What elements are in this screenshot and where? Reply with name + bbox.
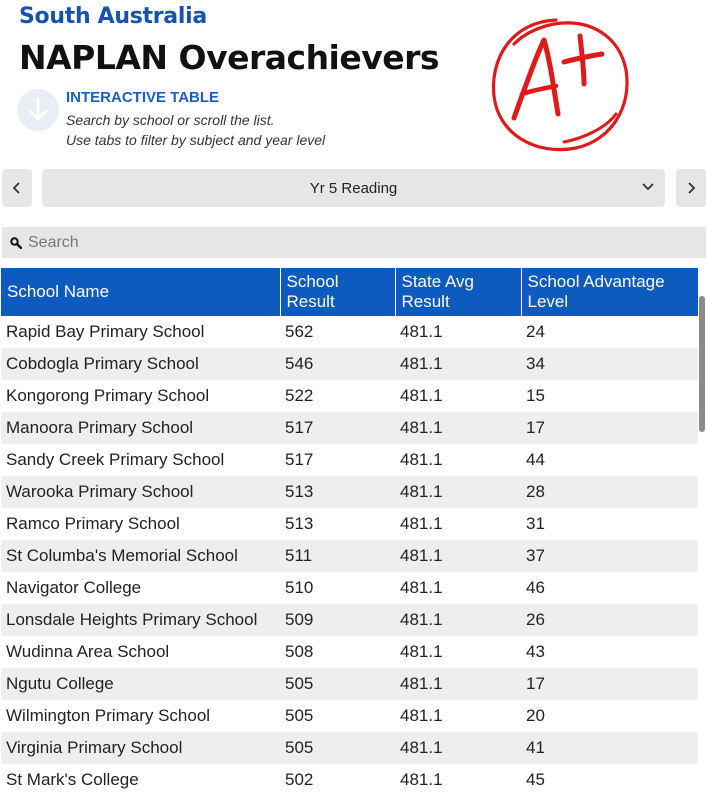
cell-state-avg: 481.1 [395, 348, 521, 380]
cell-advantage-level: 45 [526, 770, 545, 789]
cell-school-name: St Columba's Memorial School [1, 540, 280, 572]
cell-advantage-level: 15 [526, 386, 545, 405]
table-row[interactable] [1, 572, 698, 604]
cell-state-avg: 481.1 [395, 540, 521, 572]
cell-school-name: Wilmington Primary School [6, 706, 211, 725]
subject-year-select[interactable] [42, 169, 665, 207]
kicker-heading: South Australia [19, 4, 207, 29]
cell-school-result: 505 [280, 732, 395, 764]
cell-school-name: Ramco Primary School [6, 514, 180, 533]
cell-state-avg: 481.1 [395, 604, 521, 636]
info-icon [17, 89, 59, 131]
search-input[interactable] [28, 234, 668, 252]
results-table-container[interactable] [1, 268, 707, 790]
search-bar[interactable] [2, 227, 706, 258]
chevron-down-icon [641, 180, 655, 194]
column-header-advantage-level[interactable]: School Advantage Level [521, 268, 698, 316]
cell-school-result: 505 [285, 706, 314, 725]
cell-school-name: Virginia Primary School [1, 732, 280, 764]
cell-school-result: 508 [285, 642, 314, 661]
cell-state-avg: 481.1 [400, 770, 443, 789]
table-row[interactable] [1, 700, 698, 732]
cell-school-name: Ngutu College [1, 668, 280, 700]
table-row[interactable] [1, 604, 698, 636]
cell-school-name: Wudinna Area School [6, 642, 170, 661]
cell-school-result: 511 [280, 540, 395, 572]
cell-advantage-level: 46 [526, 578, 545, 597]
cell-state-avg: 481.1 [400, 450, 443, 469]
cell-advantage-level: 26 [521, 604, 698, 636]
cell-state-avg: 481.1 [400, 322, 443, 341]
cell-advantage-level: 37 [521, 540, 698, 572]
cell-school-result: 517 [285, 450, 314, 469]
chevron-left-icon [12, 181, 22, 195]
table-row[interactable] [1, 764, 698, 790]
scrollbar-thumb[interactable] [699, 296, 705, 432]
cell-state-avg: 481.1 [395, 476, 521, 508]
cell-school-result: 562 [285, 322, 314, 341]
cell-school-name: Rapid Bay Primary School [6, 322, 205, 341]
help-instruction-tabs: Use tabs to filter by subject and year level [66, 132, 326, 148]
cell-school-name: Cobdogla Primary School [1, 348, 280, 380]
cell-state-avg: 481.1 [400, 706, 443, 725]
cell-state-avg: 481.1 [400, 514, 443, 533]
cell-advantage-level: 28 [521, 476, 698, 508]
next-filter-button[interactable] [676, 169, 706, 207]
cell-advantage-level: 31 [526, 514, 545, 533]
cell-state-avg: 481.1 [400, 642, 443, 661]
cell-school-result: 505 [280, 668, 395, 700]
cell-school-result: 517 [280, 412, 395, 444]
table-row[interactable] [1, 444, 698, 476]
help-instruction-search: Search by school or scroll the list. [66, 112, 275, 128]
cell-school-name: St Mark's College [6, 770, 139, 789]
cell-school-name: Kongorong Primary School [6, 386, 210, 405]
cell-state-avg: 481.1 [395, 668, 521, 700]
cell-advantage-level: 17 [521, 668, 698, 700]
table-row[interactable] [1, 476, 698, 508]
cell-school-name: Lonsdale Heights Primary School [1, 604, 280, 636]
help-label: INTERACTIVE TABLE [66, 89, 220, 106]
cell-school-name: Manoora Primary School [1, 412, 280, 444]
column-header-state-avg[interactable]: State Avg Result [395, 268, 521, 316]
table-row[interactable] [1, 540, 698, 572]
cell-school-result: 510 [285, 578, 314, 597]
cell-state-avg: 481.1 [400, 386, 443, 405]
cell-advantage-level: 43 [526, 642, 545, 661]
table-row[interactable] [1, 636, 698, 668]
table-row[interactable] [1, 732, 698, 764]
results-table [1, 268, 698, 790]
column-header-school-name[interactable]: School Name [1, 268, 280, 316]
table-row[interactable] [1, 508, 698, 540]
page-title: NAPLAN Overachievers [19, 38, 440, 77]
cell-school-name: Warooka Primary School [1, 476, 280, 508]
cell-state-avg: 481.1 [400, 578, 443, 597]
cell-advantage-level: 17 [521, 412, 698, 444]
cell-school-result: 513 [285, 514, 314, 533]
table-row[interactable] [1, 380, 698, 412]
table-row[interactable] [1, 348, 698, 380]
a-plus-grade-logo [484, 10, 634, 160]
cell-school-result: 509 [280, 604, 395, 636]
search-icon [10, 237, 22, 249]
selected-filter-label: Yr 5 Reading [309, 179, 398, 197]
cell-advantage-level: 24 [526, 322, 545, 341]
table-row[interactable] [1, 412, 698, 444]
table-header-row [1, 268, 698, 316]
previous-filter-button[interactable] [2, 169, 32, 207]
cell-advantage-level: 41 [521, 732, 698, 764]
cell-school-name: Navigator College [6, 578, 142, 597]
cell-school-result: 546 [280, 348, 395, 380]
cell-school-result: 502 [285, 770, 314, 789]
cell-school-name: Sandy Creek Primary School [6, 450, 225, 469]
cell-advantage-level: 20 [526, 706, 545, 725]
cell-state-avg: 481.1 [395, 732, 521, 764]
column-header-school-result[interactable]: School Result [280, 268, 395, 316]
cell-state-avg: 481.1 [395, 412, 521, 444]
table-body [1, 316, 698, 790]
chevron-right-icon [686, 181, 696, 195]
cell-school-result: 513 [280, 476, 395, 508]
cell-advantage-level: 44 [526, 450, 545, 469]
table-row[interactable] [1, 316, 698, 348]
table-row[interactable] [1, 668, 698, 700]
cell-advantage-level: 34 [521, 348, 698, 380]
cell-school-result: 522 [285, 386, 314, 405]
